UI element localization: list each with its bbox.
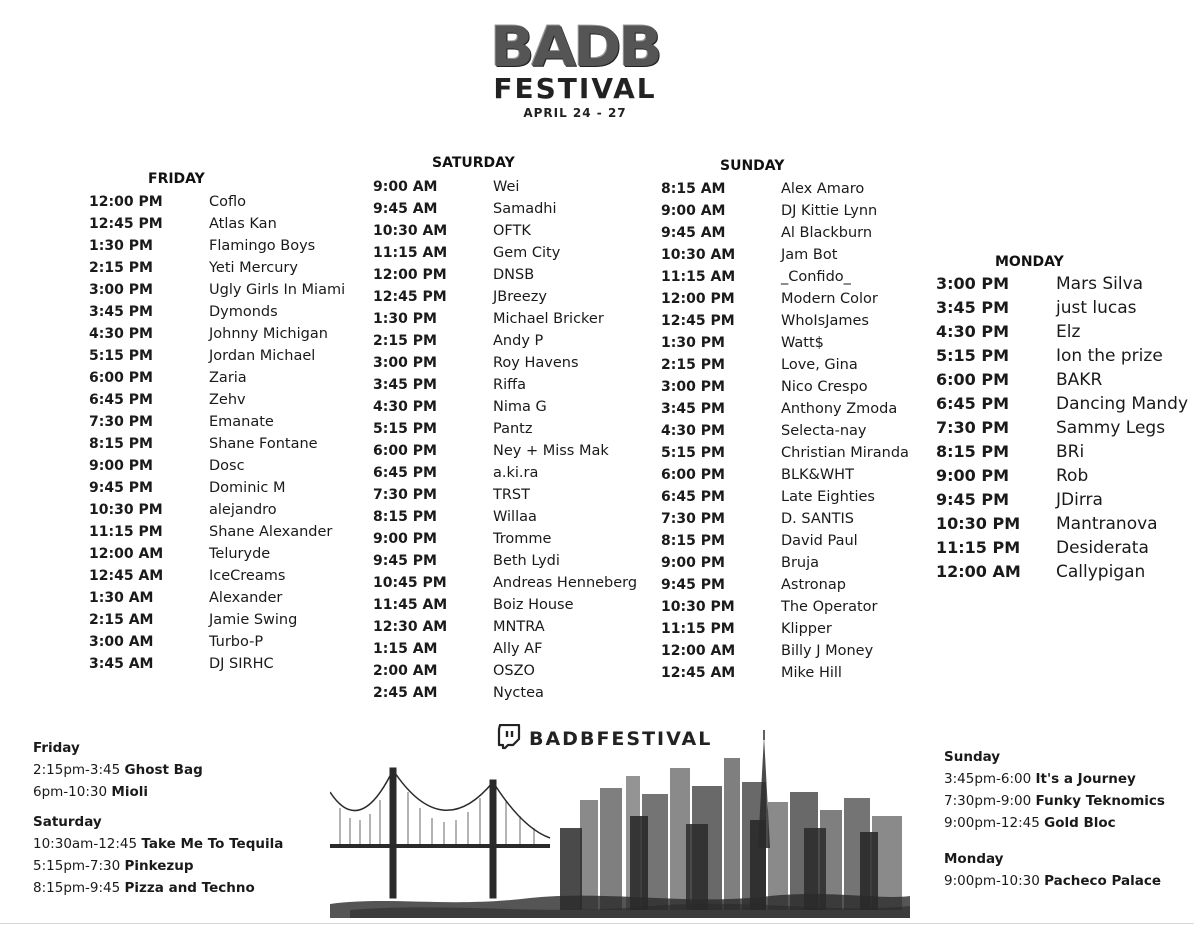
logo-sub-text: FESTIVAL xyxy=(493,72,657,105)
day-title-sunday: SUNDAY xyxy=(720,158,785,174)
slot-artist: TRST xyxy=(493,487,530,503)
set-time: 6pm-10:30 xyxy=(33,784,108,800)
slot-time: 11:15 AM xyxy=(661,269,736,285)
slot-time: 11:45 AM xyxy=(373,597,448,613)
slot-artist: Anthony Zmoda xyxy=(781,401,898,417)
slot-time: 8:15 PM xyxy=(373,509,437,525)
slot-time: 3:00 PM xyxy=(373,355,437,371)
slot-artist: The Operator xyxy=(781,599,878,615)
slot-artist: JDirra xyxy=(1056,490,1103,510)
slot-time: 6:00 PM xyxy=(661,467,725,483)
slot-time: 5:15 PM xyxy=(89,348,153,364)
slot-artist: Willaa xyxy=(493,509,537,525)
slot-time: 9:45 PM xyxy=(373,553,437,569)
slot-time: 3:45 PM xyxy=(936,298,1010,317)
slot-artist: Emanate xyxy=(209,414,274,430)
slot-time: 2:15 PM xyxy=(89,260,153,276)
slot-time: 8:15 PM xyxy=(936,442,1010,461)
slot-artist: a.ki.ra xyxy=(493,465,539,481)
side-set-row xyxy=(33,855,283,877)
slot-artist: Roy Havens xyxy=(493,355,579,371)
slot-artist: Coflo xyxy=(209,194,247,210)
set-name: It's a Journey xyxy=(1035,771,1136,787)
slot-time: 6:45 PM xyxy=(89,392,153,408)
side-set-row xyxy=(944,812,1165,834)
slot-artist: just lucas xyxy=(1056,298,1137,318)
slot-time: 5:15 PM xyxy=(661,445,725,461)
side-day-monday: Monday xyxy=(944,851,1004,867)
side-sets-left xyxy=(33,737,283,899)
slot-artist: Ion the prize xyxy=(1056,346,1163,366)
festival-dates: APRIL 24 - 27 xyxy=(523,106,627,120)
slot-artist: Pantz xyxy=(493,421,533,437)
slot-artist: Flamingo Boys xyxy=(209,238,316,254)
slot-artist: OFTK xyxy=(493,223,531,239)
slot-time: 12:45 PM xyxy=(661,313,735,329)
slot-time: 5:15 PM xyxy=(373,421,437,437)
slot-time: 5:15 PM xyxy=(936,346,1010,365)
set-time: 8:15pm-9:45 xyxy=(33,880,121,896)
slot-time: 9:00 PM xyxy=(936,466,1010,485)
slot-artist: DJ SIRHC xyxy=(209,656,274,672)
slot-time: 12:00 AM xyxy=(661,643,736,659)
slot-time: 8:15 PM xyxy=(89,436,153,452)
slot-artist: Shane Fontane xyxy=(209,436,318,452)
slot-artist: David Paul xyxy=(781,533,858,549)
slot-artist: Alexander xyxy=(209,590,283,606)
slot-artist: Alex Amaro xyxy=(781,181,865,197)
slot-artist: Zehv xyxy=(209,392,246,408)
side-set-row xyxy=(944,790,1165,812)
slot-time: 3:00 PM xyxy=(661,379,725,395)
slot-time: 12:45 PM xyxy=(89,216,163,232)
set-name: Gold Bloc xyxy=(1044,815,1116,831)
set-name: Funky Teknomics xyxy=(1035,793,1165,809)
slot-artist: WhoIsJames xyxy=(781,313,869,329)
slot-artist: Billy J Money xyxy=(781,643,874,659)
day-title-friday: FRIDAY xyxy=(148,171,205,187)
slot-artist: Al Blackburn xyxy=(781,225,873,241)
side-set-row xyxy=(33,833,283,855)
slot-time: 7:30 PM xyxy=(661,511,725,527)
slot-artist: Rob xyxy=(1056,466,1089,486)
slot-artist: JBreezy xyxy=(493,289,547,305)
slot-artist: Dosc xyxy=(209,458,245,474)
slot-time: 2:45 AM xyxy=(373,685,438,701)
slot-artist: Klipper xyxy=(781,621,832,637)
set-name: Take Me To Tequila xyxy=(141,836,284,852)
slot-artist: Teluryde xyxy=(209,546,271,562)
slot-artist: Shane Alexander xyxy=(209,524,333,540)
slot-time: 10:30 PM xyxy=(661,599,735,615)
slot-artist: Andy P xyxy=(493,333,544,349)
slot-artist: Callypigan xyxy=(1056,562,1146,582)
set-time: 9:00pm-12:45 xyxy=(944,815,1040,831)
slot-time: 12:00 PM xyxy=(373,267,447,283)
slot-time: 9:45 PM xyxy=(661,577,725,593)
slot-artist: MNTRA xyxy=(493,619,545,635)
slot-artist: Modern Color xyxy=(781,291,878,307)
side-day-sunday: Sunday xyxy=(944,749,1001,765)
slot-time: 12:45 AM xyxy=(661,665,736,681)
side-day-saturday: Saturday xyxy=(33,814,102,830)
bottom-divider xyxy=(0,923,1194,924)
set-time: 7:30pm-9:00 xyxy=(944,793,1032,809)
slot-artist: Riffa xyxy=(493,377,526,393)
slot-artist: Late Eighties xyxy=(781,489,875,505)
slot-time: 12:00 PM xyxy=(89,194,163,210)
slot-artist: Christian Miranda xyxy=(781,445,909,461)
slot-time: 6:00 PM xyxy=(89,370,153,386)
slot-time: 6:45 PM xyxy=(661,489,725,505)
slot-time: 11:15 AM xyxy=(373,245,448,261)
slot-time: 10:45 PM xyxy=(373,575,447,591)
slot-time: 1:30 PM xyxy=(89,238,153,254)
slot-artist: BAKR xyxy=(1056,370,1103,390)
twitch-icon xyxy=(497,724,521,754)
slot-artist: DJ Kittie Lynn xyxy=(781,203,878,219)
slot-artist: Mantranova xyxy=(1056,514,1158,534)
slot-artist: Yeti Mercury xyxy=(209,260,298,276)
slot-artist: Mike Hill xyxy=(781,665,842,681)
slot-artist: Jamie Swing xyxy=(209,612,298,628)
slot-time: 11:15 PM xyxy=(661,621,735,637)
set-time: 5:15pm-7:30 xyxy=(33,858,121,874)
slot-time: 4:30 PM xyxy=(373,399,437,415)
slot-artist: Nico Crespo xyxy=(781,379,868,395)
side-set-row xyxy=(33,759,283,781)
slot-artist: Ally AF xyxy=(493,641,543,657)
side-set-row xyxy=(944,768,1165,790)
slot-time: 12:45 AM xyxy=(89,568,164,584)
slot-time: 1:30 PM xyxy=(661,335,725,351)
slot-artist: Mars Silva xyxy=(1056,274,1144,294)
slot-artist: Dominic M xyxy=(209,480,286,496)
slot-time: 6:45 PM xyxy=(936,394,1010,413)
slot-time: 3:00 PM xyxy=(89,282,153,298)
slot-artist: Bruja xyxy=(781,555,820,571)
set-time: 2:15pm-3:45 xyxy=(33,762,121,778)
slot-artist: Gem City xyxy=(493,245,561,261)
slot-artist: BLK&WHT xyxy=(781,467,854,483)
slot-artist: Nyctea xyxy=(493,685,544,701)
slot-time: 9:45 PM xyxy=(936,490,1010,509)
slot-artist: Turbo-P xyxy=(209,634,264,650)
slot-artist: Michael Bricker xyxy=(493,311,604,327)
slot-artist: Ney + Miss Mak xyxy=(493,443,609,459)
side-sets-right xyxy=(944,746,1165,892)
set-name: Pizza and Techno xyxy=(124,880,255,896)
slot-time: 9:00 AM xyxy=(373,179,438,195)
slot-time: 9:45 AM xyxy=(373,201,438,217)
slot-time: 2:00 AM xyxy=(373,663,438,679)
slot-artist: Jam Bot xyxy=(781,247,838,263)
slot-artist: Andreas Henneberg xyxy=(493,575,638,591)
set-time: 9:00pm-10:30 xyxy=(944,873,1040,889)
slot-time: 3:45 AM xyxy=(89,656,154,672)
slot-artist: Boiz House xyxy=(493,597,574,613)
day-title-monday: MONDAY xyxy=(995,254,1064,270)
social-handle xyxy=(497,724,712,754)
slot-artist: Beth Lydi xyxy=(493,553,560,569)
slot-time: 3:45 PM xyxy=(373,377,437,393)
slot-time: 7:30 PM xyxy=(936,418,1010,437)
slot-time: 12:00 AM xyxy=(936,562,1021,581)
slot-time: 11:15 PM xyxy=(89,524,163,540)
skyline-illustration xyxy=(330,728,910,918)
slot-time: 9:00 PM xyxy=(661,555,725,571)
slot-artist: Tromme xyxy=(493,531,552,547)
side-set-row xyxy=(944,870,1165,892)
set-name: Mioli xyxy=(111,784,148,800)
slot-artist: Sammy Legs xyxy=(1056,418,1166,438)
slot-artist: DNSB xyxy=(493,267,535,283)
slot-time: 12:00 AM xyxy=(89,546,164,562)
slot-time: 1:30 AM xyxy=(89,590,154,606)
slot-artist: Astronap xyxy=(781,577,846,593)
slot-time: 3:45 PM xyxy=(661,401,725,417)
slot-time: 1:15 AM xyxy=(373,641,438,657)
set-time: 10:30am-12:45 xyxy=(33,836,138,852)
slot-artist: Atlas Kan xyxy=(209,216,277,232)
slot-time: 3:00 AM xyxy=(89,634,154,650)
slot-time: 11:15 PM xyxy=(936,538,1021,557)
logo-main-text: BADB xyxy=(490,14,660,80)
slot-artist: Zaria xyxy=(209,370,247,386)
side-set-row xyxy=(33,877,283,899)
slot-time: 9:45 AM xyxy=(661,225,726,241)
slot-artist: Ugly Girls In Miami xyxy=(209,282,346,298)
slot-time: 7:30 PM xyxy=(373,487,437,503)
set-name: Pinkezup xyxy=(124,858,194,874)
slot-time: 2:15 AM xyxy=(89,612,154,628)
slot-time: 10:30 AM xyxy=(661,247,736,263)
slot-artist: Desiderata xyxy=(1056,538,1149,558)
slot-time: 1:30 PM xyxy=(373,311,437,327)
slot-artist: Johnny Michigan xyxy=(209,326,328,342)
slot-time: 8:15 AM xyxy=(661,181,726,197)
slot-time: 10:30 AM xyxy=(373,223,448,239)
slot-time: 3:00 PM xyxy=(936,274,1010,293)
slot-artist: Samadhi xyxy=(493,201,557,217)
slot-artist: OSZO xyxy=(493,663,535,679)
slot-time: 10:30 PM xyxy=(89,502,163,518)
slot-time: 12:30 AM xyxy=(373,619,448,635)
social-handle-text: BADBFESTIVAL xyxy=(529,728,713,750)
set-name: Ghost Bag xyxy=(124,762,203,778)
slot-time: 6:00 PM xyxy=(936,370,1010,389)
slot-time: 9:00 PM xyxy=(373,531,437,547)
slot-time: 9:45 PM xyxy=(89,480,153,496)
side-set-row xyxy=(33,781,283,803)
slot-artist: BRi xyxy=(1056,442,1085,462)
side-day-friday: Friday xyxy=(33,740,80,756)
day-title-saturday: SATURDAY xyxy=(432,155,515,171)
slot-time: 12:00 PM xyxy=(661,291,735,307)
slot-artist: D. SANTIS xyxy=(781,511,854,527)
slot-time: 9:00 PM xyxy=(89,458,153,474)
slot-artist: Nima G xyxy=(493,399,547,415)
set-name: Pacheco Palace xyxy=(1044,873,1162,889)
slot-time: 7:30 PM xyxy=(89,414,153,430)
slot-artist: Wei xyxy=(493,179,520,195)
slot-time: 3:45 PM xyxy=(89,304,153,320)
set-time: 3:45pm-6:00 xyxy=(944,771,1032,787)
slot-time: 10:30 PM xyxy=(936,514,1021,533)
slot-artist: _Confido_ xyxy=(781,269,851,285)
slot-artist: IceCreams xyxy=(209,568,286,584)
slot-time: 4:30 PM xyxy=(936,322,1010,341)
festival-logo xyxy=(470,14,680,120)
slot-artist: Dymonds xyxy=(209,304,278,320)
slot-artist: Elz xyxy=(1056,322,1081,342)
slot-time: 6:45 PM xyxy=(373,465,437,481)
slot-time: 2:15 PM xyxy=(373,333,437,349)
slot-time: 4:30 PM xyxy=(89,326,153,342)
slot-artist: Selecta-nay xyxy=(781,423,867,439)
slot-artist: Watt$ xyxy=(781,335,824,351)
slot-time: 9:00 AM xyxy=(661,203,726,219)
slot-time: 6:00 PM xyxy=(373,443,437,459)
slot-artist: Jordan Michael xyxy=(209,348,316,364)
slot-artist: alejandro xyxy=(209,502,277,518)
slot-artist: Dancing Mandy xyxy=(1056,394,1189,414)
slot-time: 12:45 PM xyxy=(373,289,447,305)
slot-time: 4:30 PM xyxy=(661,423,725,439)
slot-time: 8:15 PM xyxy=(661,533,725,549)
slot-time: 2:15 PM xyxy=(661,357,725,373)
slot-artist: Love, Gina xyxy=(781,357,858,373)
